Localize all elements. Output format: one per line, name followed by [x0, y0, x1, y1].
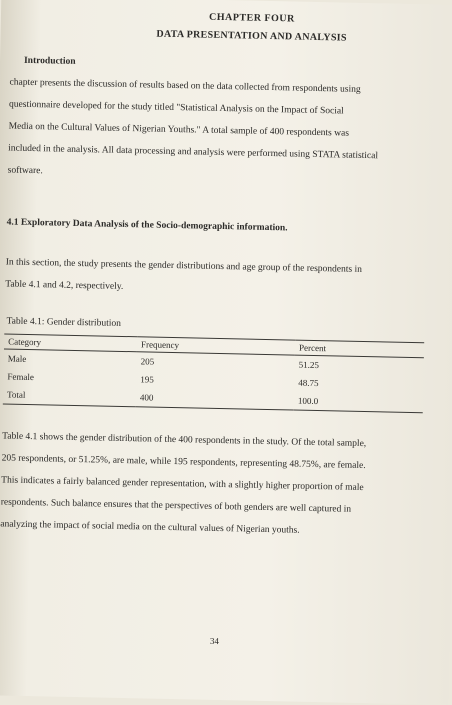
table-cell: 195	[140, 374, 154, 385]
table-cell: 100.0	[294, 392, 423, 413]
paragraph-line: included in the analysis. All data processing and analysis were performed using STATA statistical	[8, 143, 379, 162]
table-cell: Male	[7, 353, 27, 364]
table-cell: 48.75	[298, 377, 319, 389]
paragraph-line: chapter presents the discussion of results based on the data collected from respondents using	[9, 77, 361, 95]
section-paragraph	[5, 251, 416, 304]
paragraph-line: Media on the Cultural Values of Nigerian Youths." A total sample of 400 respondents was	[8, 121, 350, 139]
chapter-title: DATA PRESENTATION AND ANALYSIS	[156, 28, 347, 44]
paragraph-line: 205 respondents, or 51.25%, are male, while 195 respondents, representing 48.75%, are female.	[1, 453, 366, 472]
paragraph-line: analyzing the impact of social media on the cultural values of Nigerian youths.	[0, 519, 300, 536]
column-header-percent: Percent	[295, 340, 424, 358]
discussion-paragraph	[0, 425, 412, 544]
table-cell: Female	[7, 371, 34, 383]
table-caption: Table 4.1: Gender distribution	[6, 316, 122, 329]
paragraph-line: Table 4.1 and 4.2, respectively.	[5, 279, 124, 292]
chapter-heading: CHAPTER FOUR	[208, 11, 295, 25]
table-cell: Total	[3, 385, 136, 406]
introduction-heading: Introduction	[23, 55, 76, 67]
introduction-paragraph	[7, 72, 419, 191]
table-cell: 205	[140, 356, 155, 367]
page-number: 34	[209, 635, 220, 647]
paragraph-line: software.	[7, 165, 43, 177]
paragraph-line: Table 4.1 shows the gender distribution of the 400 respondents in the study. Of the total sample,	[2, 431, 367, 450]
table-cell: 400	[136, 388, 294, 410]
paragraph-line: respondents. Such balance ensures that the perspectives of both genders are well captured in	[0, 497, 352, 515]
column-header-category: Category	[4, 334, 137, 352]
table-cell: 51.25	[298, 359, 320, 371]
paragraph-line: This indicates a fairly balanced gender representation, with a slightly higher proportion of male	[1, 475, 364, 494]
paragraph-line: questionnaire developed for the study titled "Statistical Analysis on the Impact of Social	[8, 99, 344, 117]
column-header-frequency: Frequency	[137, 337, 295, 355]
section-heading: 4.1 Exploratory Data Analysis of the Socio-demographic information.	[6, 217, 288, 234]
paragraph-line: In this section, the study presents the gender distributions and age group of the respondents in	[5, 257, 362, 275]
gender-distribution-table	[3, 333, 424, 413]
